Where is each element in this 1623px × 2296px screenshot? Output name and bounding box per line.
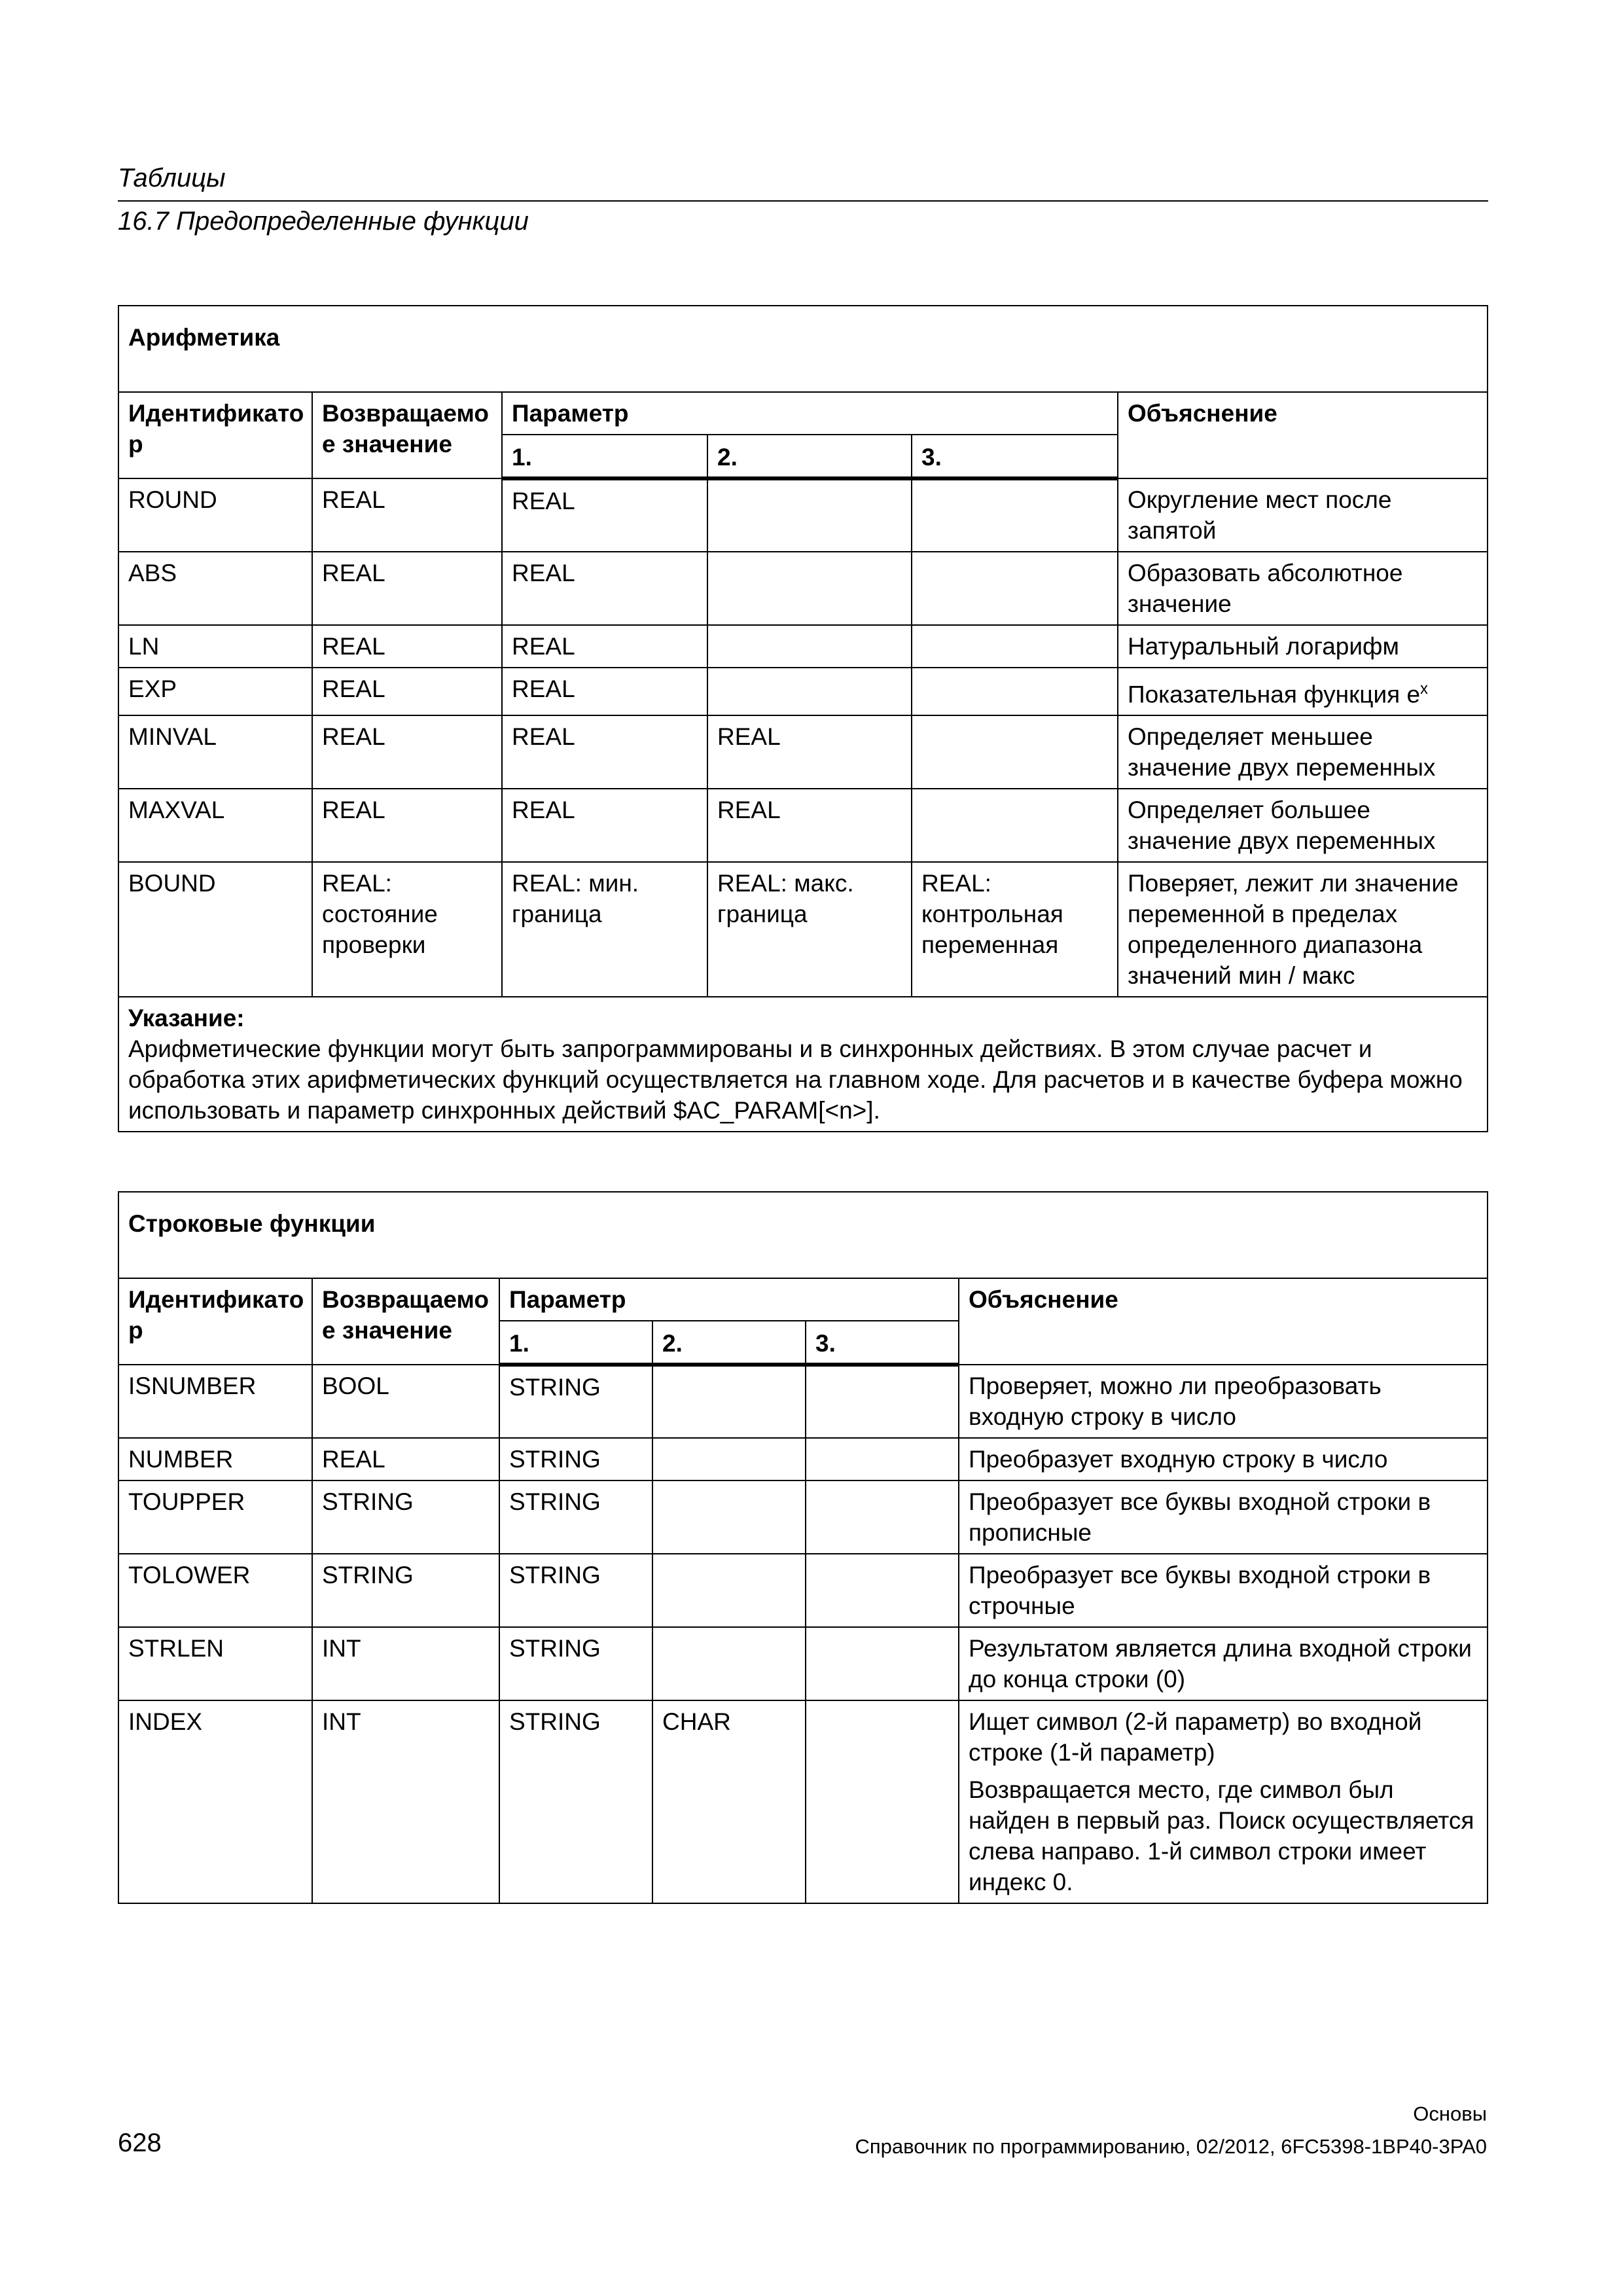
- cell-param-3: [912, 478, 1118, 552]
- cell-param-1: REAL: [502, 625, 707, 668]
- header-rule: [118, 200, 1488, 202]
- cell-return-value: STRING: [312, 1480, 499, 1554]
- table-row: [118, 1627, 1488, 1700]
- table-row: [118, 1554, 1488, 1627]
- column-header-param-2: 2.: [652, 1321, 806, 1365]
- cell-identifier: MAXVAL: [118, 789, 312, 862]
- table-caption: Арифметика: [118, 306, 1488, 392]
- cell-explanation: Преобразует все буквы входной строки в строчные: [959, 1554, 1488, 1627]
- cell-return-value: REAL: [312, 552, 502, 625]
- cell-identifier: MINVAL: [118, 715, 312, 789]
- cell-param-3: REAL: контрольная переменная: [912, 862, 1118, 997]
- running-header-section: Таблицы: [118, 164, 226, 192]
- column-header-parameter: Параметр: [502, 392, 1118, 435]
- cell-param-1: REAL: [502, 478, 707, 552]
- column-header-param-1: 1.: [502, 435, 707, 478]
- string-functions-table: [118, 1191, 1488, 1904]
- cell-param-1: STRING: [499, 1554, 652, 1627]
- cell-identifier: NUMBER: [118, 1438, 312, 1480]
- cell-param-3: [806, 1438, 959, 1480]
- cell-explanation: Преобразует все буквы входной строки в прописные: [959, 1480, 1488, 1554]
- footer-book-title: Основы: [1413, 2102, 1487, 2125]
- cell-param-1: REAL: [502, 552, 707, 625]
- cell-param-1: REAL: [502, 789, 707, 862]
- column-header-return-value: Возвращаемо е значение: [312, 392, 502, 478]
- cell-return-value: REAL: [312, 789, 502, 862]
- cell-param-2: [707, 478, 912, 552]
- table-row: [118, 1438, 1488, 1480]
- cell-return-value: BOOL: [312, 1365, 499, 1438]
- cell-param-2: REAL: макс. граница: [707, 862, 912, 997]
- cell-param-1: STRING: [499, 1365, 652, 1438]
- cell-param-3: [912, 552, 1118, 625]
- column-header-explanation: Объяснение: [959, 1278, 1488, 1365]
- cell-identifier: LN: [118, 625, 312, 668]
- cell-param-1: REAL: [502, 715, 707, 789]
- cell-explanation: Округление мест после запятой: [1118, 478, 1488, 552]
- cell-param-1: STRING: [499, 1627, 652, 1700]
- cell-param-3: [806, 1627, 959, 1700]
- cell-param-2: [707, 625, 912, 668]
- cell-explanation: Поверяет, лежит ли значение переменной в пределах определенного диапазона значений мин / макс: [1118, 862, 1488, 997]
- cell-param-2: [652, 1365, 806, 1438]
- table-row: [118, 552, 1488, 625]
- cell-param-3: [912, 625, 1118, 668]
- cell-param-1: STRING: [499, 1700, 652, 1903]
- column-header-param-3: 3.: [806, 1321, 959, 1365]
- table-row: [118, 862, 1488, 997]
- cell-return-value: REAL: [312, 715, 502, 789]
- column-header-param-1: 1.: [499, 1321, 652, 1365]
- cell-param-1: REAL: [502, 668, 707, 715]
- cell-param-2: [652, 1627, 806, 1700]
- cell-param-2: [652, 1554, 806, 1627]
- table-row: [118, 668, 1488, 715]
- cell-return-value: REAL: [312, 478, 502, 552]
- cell-identifier: BOUND: [118, 862, 312, 997]
- cell-explanation: Определяет меньшее значение двух переменных: [1118, 715, 1488, 789]
- explanation-paragraph: Ищет символ (2-й параметр) во входной строке (1-й параметр): [969, 1708, 1422, 1766]
- cell-explanation: Натуральный логарифм: [1118, 625, 1488, 668]
- cell-explanation: Определяет большее значение двух переменных: [1118, 789, 1488, 862]
- cell-return-value: REAL: [312, 625, 502, 668]
- cell-param-3: [806, 1554, 959, 1627]
- cell-param-2: [707, 668, 912, 715]
- cell-identifier: ROUND: [118, 478, 312, 552]
- cell-param-3: [912, 789, 1118, 862]
- table-row: [118, 1700, 1488, 1903]
- cell-identifier: TOLOWER: [118, 1554, 312, 1627]
- cell-explanation: [959, 1700, 1488, 1903]
- cell-param-2: [652, 1480, 806, 1554]
- column-header-return-value: Возвращаемо е значение: [312, 1278, 499, 1365]
- cell-param-2: CHAR: [652, 1700, 806, 1903]
- column-header-identifier: Идентификато р: [118, 392, 312, 478]
- table-row: [118, 715, 1488, 789]
- cell-return-value: STRING: [312, 1554, 499, 1627]
- cell-param-2: REAL: [707, 789, 912, 862]
- arithmetic-table: [118, 305, 1488, 1132]
- exponent-superscript: x: [1420, 680, 1429, 698]
- table-row: [118, 478, 1488, 552]
- cell-identifier: STRLEN: [118, 1627, 312, 1700]
- cell-explanation: Результатом является длина входной строки до конца строки (0): [959, 1627, 1488, 1700]
- cell-param-2: REAL: [707, 715, 912, 789]
- note-label: Указание:: [128, 1005, 245, 1032]
- cell-param-1: STRING: [499, 1480, 652, 1554]
- explanation-paragraph: Возвращается место, где символ был найден в первый раз. Поиск осуществляется слева направо. 1-й символ строки имеет индекс 0.: [969, 1776, 1474, 1895]
- cell-return-value: REAL: [312, 1438, 499, 1480]
- cell-return-value: INT: [312, 1627, 499, 1700]
- cell-param-3: [806, 1480, 959, 1554]
- cell-param-3: [806, 1700, 959, 1903]
- table-caption: Строковые функции: [118, 1192, 1488, 1278]
- table-row: [118, 1365, 1488, 1438]
- cell-explanation: [1118, 668, 1488, 715]
- cell-identifier: TOUPPER: [118, 1480, 312, 1554]
- table-row: [118, 625, 1488, 668]
- cell-return-value: REAL: [312, 668, 502, 715]
- table-row: [118, 1480, 1488, 1554]
- cell-identifier: INDEX: [118, 1700, 312, 1903]
- cell-identifier: ABS: [118, 552, 312, 625]
- page-number: 628: [118, 2128, 162, 2157]
- column-header-identifier: Идентификато р: [118, 1278, 312, 1365]
- explanation-text: Показательная функция e: [1128, 681, 1421, 708]
- cell-identifier: ISNUMBER: [118, 1365, 312, 1438]
- cell-param-2: [707, 552, 912, 625]
- column-header-parameter: Параметр: [499, 1278, 959, 1321]
- note-text: Арифметические функции могут быть запрограммированы и в синхронных действиях. В этом случае расчет и обработка этих арифметических функций осуществляется на главном ходе. Для расчетов и в качестве буфера можно использовать и параметр синхронных действий $AC_PARAM[<n>].: [128, 1035, 1463, 1124]
- cell-param-1: STRING: [499, 1438, 652, 1480]
- cell-explanation: Преобразует входную строку в число: [959, 1438, 1488, 1480]
- cell-param-3: [912, 715, 1118, 789]
- cell-return-value: REAL: состояние проверки: [312, 862, 502, 997]
- footer-reference: Справочник по программированию, 02/2012, 6FC5398-1BP40-3PA0: [855, 2135, 1487, 2158]
- column-header-param-2: 2.: [707, 435, 912, 478]
- cell-param-2: [652, 1438, 806, 1480]
- cell-explanation: Образовать абсолютное значение: [1118, 552, 1488, 625]
- cell-param-1: REAL: мин. граница: [502, 862, 707, 997]
- cell-return-value: INT: [312, 1700, 499, 1903]
- cell-identifier: EXP: [118, 668, 312, 715]
- running-header-title: 16.7 Предопределенные функции: [118, 207, 529, 236]
- table-note: [118, 997, 1488, 1132]
- cell-param-3: [912, 668, 1118, 715]
- column-header-explanation: Объяснение: [1118, 392, 1488, 478]
- cell-explanation: Проверяет, можно ли преобразовать входную строку в число: [959, 1365, 1488, 1438]
- column-header-param-3: 3.: [912, 435, 1118, 478]
- cell-param-3: [806, 1365, 959, 1438]
- table-row: [118, 789, 1488, 862]
